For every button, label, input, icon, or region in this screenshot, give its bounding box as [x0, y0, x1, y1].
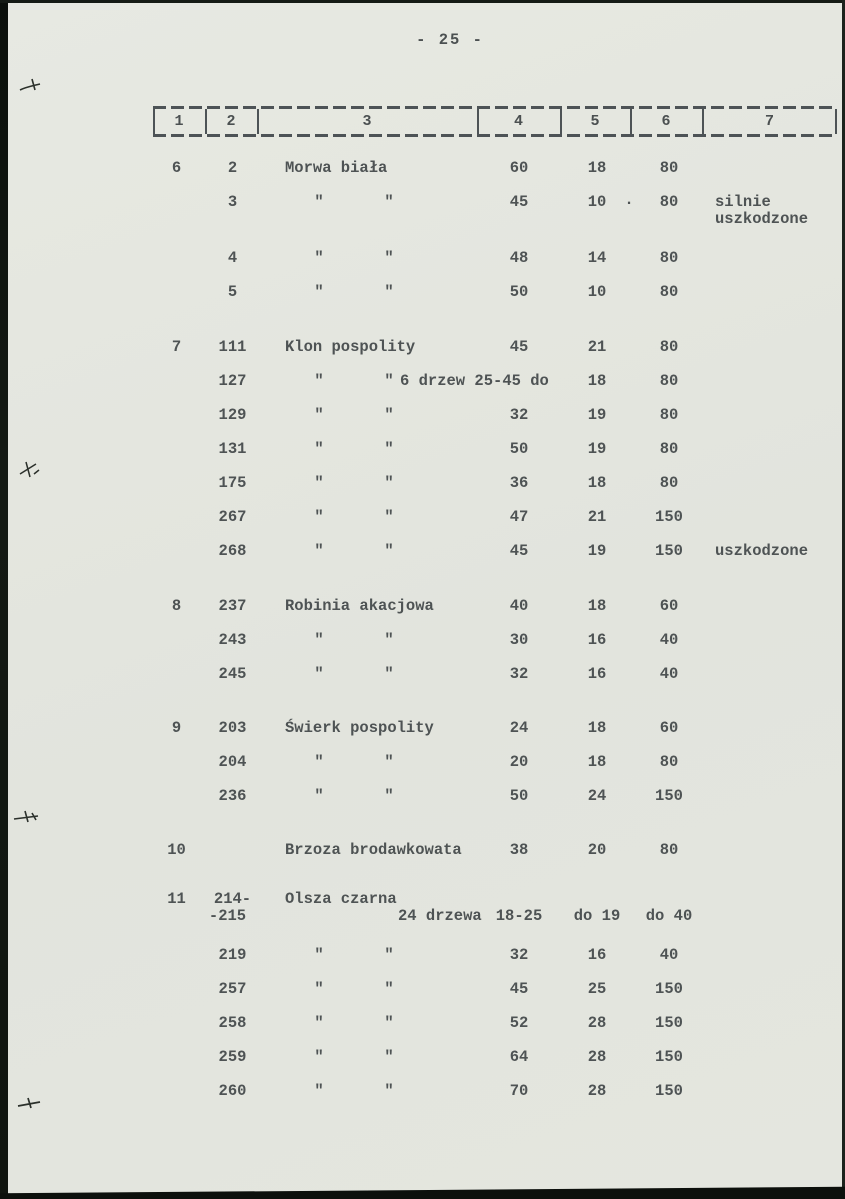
cell-diameter: 36 [509, 474, 529, 492]
cell-tree-number: 237 [218, 597, 247, 615]
table-row [0, 1015, 845, 1049]
table-row [0, 407, 845, 441]
ditto-mark: " [314, 440, 324, 458]
cell-height: 18 [587, 474, 607, 492]
cell-height: 18 [587, 597, 607, 615]
table-row [0, 947, 845, 981]
cell-tree-number: 245 [218, 665, 247, 683]
ditto-mark: " [384, 787, 394, 805]
cell-note-inline: 6 drzew 25-45 do [400, 372, 549, 390]
cell-note-inline-2: 24 drzewa [398, 907, 482, 925]
cell-tree-number: 259 [218, 1048, 247, 1066]
ditto-mark: " [384, 440, 394, 458]
table-row [0, 160, 845, 194]
cell-height: 20 [587, 841, 607, 859]
cell-age: 80 [659, 406, 679, 424]
cell-height: 16 [587, 631, 607, 649]
cell-tree-number: 203 [218, 719, 247, 737]
ditto-mark: " [384, 193, 394, 211]
cell-height: 14 [587, 249, 607, 267]
cell-diameter: 50 [509, 283, 529, 301]
cell-age: 150 [655, 980, 683, 998]
cell-age: 150 [655, 1014, 683, 1032]
cell-diameter: 45 [509, 542, 529, 560]
table-body [0, 160, 845, 1117]
table-row [0, 250, 845, 284]
column-header-4: 4 [513, 113, 523, 130]
cell-height: 18 [587, 159, 607, 177]
ditto-mark: " [384, 753, 394, 771]
cell-diameter: 30 [509, 631, 529, 649]
ditto-mark: " [384, 980, 394, 998]
cell-ordinal: 7 [171, 338, 182, 356]
cell-height: 18 [587, 753, 607, 771]
ditto-mark: " [314, 665, 324, 683]
cell-species-name: Morwa biała [285, 159, 388, 177]
ditto-mark: " [314, 1048, 324, 1066]
cell-diameter: 70 [509, 1082, 529, 1100]
cell-ordinal: 8 [171, 597, 182, 615]
cell-tree-number-2: -215 [208, 907, 247, 925]
cell-tree-number: 219 [218, 946, 247, 964]
cell-diameter: 47 [509, 508, 529, 526]
cell-age: 80 [659, 440, 679, 458]
cell-age: 80 [659, 159, 679, 177]
cell-height: 28 [587, 1014, 607, 1032]
cell-tree-number: 257 [218, 980, 247, 998]
cell-ordinal: 11 [167, 890, 186, 908]
table-row [0, 191, 845, 228]
cell-tree-number: 267 [218, 508, 247, 526]
cell-height: 10 [587, 193, 607, 211]
ditto-mark: " [384, 665, 394, 683]
cell-species-name: Brzoza brodawkowata [285, 841, 462, 859]
ditto-mark: " [384, 508, 394, 526]
cell-tree-number: 236 [218, 787, 247, 805]
cell-age: 40 [659, 665, 679, 683]
cell-height: 21 [587, 508, 607, 526]
ditto-mark: " [314, 1082, 324, 1100]
cell-diameter: 20 [509, 753, 529, 771]
cell-height: 25 [587, 980, 607, 998]
cell-remarks: uszkodzone [715, 542, 809, 560]
cell-tree-number: 4 [227, 249, 238, 267]
table-row [0, 284, 845, 318]
cell-age: 80 [659, 338, 679, 356]
column-header-1: 1 [174, 113, 184, 130]
cell-tree-number: 243 [218, 631, 247, 649]
cell-diameter: 32 [509, 406, 529, 424]
cell-height: 19 [587, 406, 607, 424]
cell-age: 150 [655, 1082, 683, 1100]
ditto-mark: " [314, 980, 324, 998]
ditto-mark: " [314, 542, 324, 560]
ditto-mark: " [314, 406, 324, 424]
table-row [0, 475, 845, 509]
cell-age: 80 [659, 283, 679, 301]
cell-age: 80 [659, 372, 679, 390]
cell-diameter: 48 [509, 249, 529, 267]
cell-height: 28 [587, 1082, 607, 1100]
table-row [0, 543, 845, 577]
ditto-mark: " [314, 631, 324, 649]
ditto-mark: " [314, 372, 324, 390]
cell-age: 150 [655, 508, 683, 526]
table-row [0, 1049, 845, 1083]
cell-height: 19 [587, 542, 607, 560]
column-header-3: 3 [362, 113, 372, 130]
cell-tree-number: 129 [218, 406, 247, 424]
cell-tree-number: 258 [218, 1014, 247, 1032]
table-header [153, 106, 837, 137]
table-row [0, 509, 845, 543]
cell-age: 40 [659, 631, 679, 649]
cell-age: 80 [659, 249, 679, 267]
table-row [0, 441, 845, 475]
cell-ordinal: 6 [171, 159, 182, 177]
ditto-mark: " [314, 474, 324, 492]
cell-age: 80 [659, 753, 679, 771]
scan-edge-bottom [0, 1184, 845, 1199]
header-dashed-line-top [153, 106, 837, 109]
table-row [0, 754, 845, 788]
ditto-mark: " [384, 474, 394, 492]
ditto-mark: " [384, 1014, 394, 1032]
cell-tree-number: 2 [227, 159, 238, 177]
cell-age: 150 [655, 787, 683, 805]
cell-species-name: Klon pospolity [285, 338, 416, 356]
cell-tree-number: 5 [227, 283, 238, 301]
ditto-mark: " [314, 249, 324, 267]
cell-diameter: 38 [509, 841, 529, 859]
cell-diameter: 40 [509, 597, 529, 615]
cell-diameter: 52 [509, 1014, 529, 1032]
ditto-mark: " [384, 946, 394, 964]
ditto-mark: " [384, 1048, 394, 1066]
column-header-5: 5 [590, 113, 600, 130]
cell-diameter: 64 [509, 1048, 529, 1066]
header-dashed-line-bottom [153, 134, 837, 137]
ditto-mark: " [384, 283, 394, 301]
ditto-mark: " [384, 406, 394, 424]
cell-remarks: silnie uszkodzone [715, 193, 809, 228]
cell-height: 21 [587, 338, 607, 356]
cell-age: 40 [659, 946, 679, 964]
cell-ordinal: 10 [167, 841, 186, 859]
ditto-mark: " [314, 283, 324, 301]
cell-height: 16 [587, 665, 607, 683]
table-row [0, 891, 845, 942]
column-header-2: 2 [226, 113, 236, 130]
cell-diameter: 24 [509, 719, 529, 737]
table-row [0, 720, 845, 754]
cell-diameter: 60 [509, 159, 529, 177]
cell-age: 150 [655, 542, 683, 560]
cell-tree-number: 204 [218, 753, 247, 771]
table-row [0, 1083, 845, 1117]
ditto-mark: " [314, 508, 324, 526]
cell-age: 80 [659, 193, 679, 211]
cell-diameter: 18-25 [495, 907, 543, 925]
table-row [0, 339, 845, 373]
cell-height: 18 [587, 719, 607, 737]
ditto-mark: " [314, 753, 324, 771]
cell-height: 16 [587, 946, 607, 964]
table-row [0, 842, 845, 876]
cell-tree-number: 260 [218, 1082, 247, 1100]
ditto-mark: " [384, 372, 394, 390]
cell-age: 80 [659, 841, 679, 859]
cell-diameter: 32 [509, 665, 529, 683]
table-row [0, 666, 845, 700]
cell-height: 10 [587, 283, 607, 301]
ditto-mark: " [384, 1082, 394, 1100]
cell-diameter: 45 [509, 338, 529, 356]
stray-period: . [624, 191, 634, 209]
cell-species-name: Świerk pospolity [285, 719, 434, 737]
cell-age: do 40 [645, 907, 693, 925]
cell-ordinal: 9 [171, 719, 182, 737]
scan-edge-top [0, 0, 845, 3]
ditto-mark: " [384, 542, 394, 560]
cell-tree-number: 127 [218, 372, 247, 390]
table-row [0, 788, 845, 822]
cell-height: do 19 [573, 907, 621, 925]
ditto-mark: " [314, 787, 324, 805]
ditto-mark: " [314, 946, 324, 964]
cell-tree-number: 214- [213, 890, 252, 908]
column-header-7: 7 [764, 113, 774, 130]
cell-tree-number: 111 [218, 338, 247, 356]
ink-mark [18, 76, 44, 94]
cell-species-name: Olsza czarna [285, 890, 397, 908]
ditto-mark: " [314, 1014, 324, 1032]
cell-age: 60 [659, 597, 679, 615]
cell-age: 60 [659, 719, 679, 737]
column-header-6: 6 [661, 113, 671, 130]
cell-diameter: 45 [509, 193, 529, 211]
cell-height: 18 [587, 372, 607, 390]
cell-diameter: 32 [509, 946, 529, 964]
cell-species-name: Robinia akacjowa [285, 597, 434, 615]
table-row [0, 632, 845, 666]
cell-height: 28 [587, 1048, 607, 1066]
page-number: - 25 - [416, 31, 484, 49]
cell-tree-number: 175 [218, 474, 247, 492]
cell-diameter: 50 [509, 787, 529, 805]
cell-tree-number: 268 [218, 542, 247, 560]
cell-diameter: 50 [509, 440, 529, 458]
table-row [0, 373, 845, 407]
cell-age: 80 [659, 474, 679, 492]
table-row [0, 981, 845, 1015]
cell-age: 150 [655, 1048, 683, 1066]
ditto-mark: " [314, 193, 324, 211]
ditto-mark: " [384, 631, 394, 649]
cell-tree-number: 131 [218, 440, 247, 458]
table-row [0, 598, 845, 632]
cell-height: 24 [587, 787, 607, 805]
ditto-mark: " [384, 249, 394, 267]
cell-tree-number: 3 [227, 193, 238, 211]
cell-height: 19 [587, 440, 607, 458]
cell-diameter: 45 [509, 980, 529, 998]
